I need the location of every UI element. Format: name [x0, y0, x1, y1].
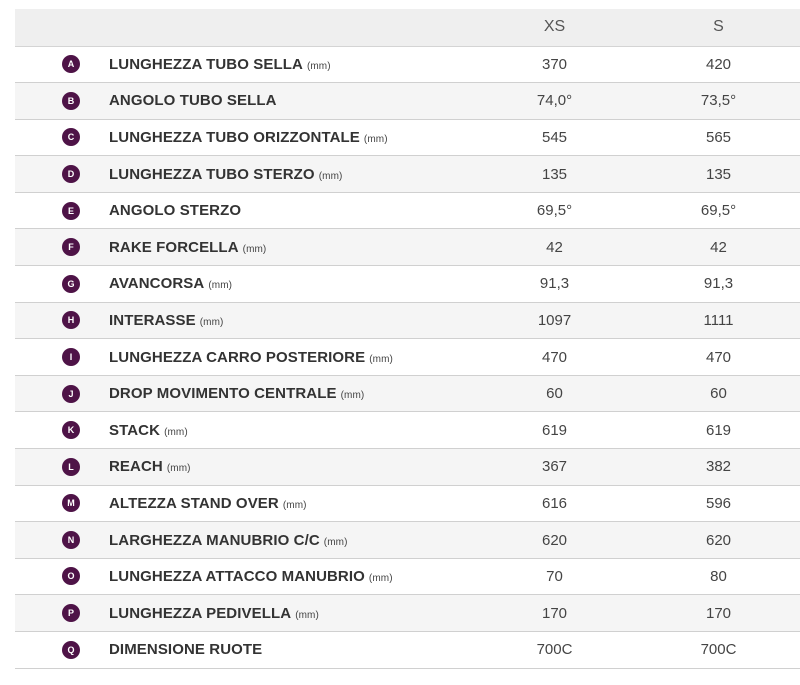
badge-cell	[15, 192, 109, 229]
measure-unit: (mm)	[166, 463, 191, 475]
measure-letter-badge: C	[62, 128, 80, 146]
measure-unit: (mm)	[295, 609, 319, 621]
measure-label-cell	[109, 156, 472, 193]
value-xs: 619	[472, 412, 637, 449]
value-s: 1111	[637, 302, 800, 339]
badge-cell	[15, 229, 109, 266]
badge-cell	[15, 83, 109, 120]
value-xs: 370	[472, 46, 637, 83]
badge-cell	[15, 302, 109, 339]
value-s: 596	[637, 485, 800, 522]
measure-label: LARGHEZZA MANUBRIO C/C	[109, 531, 320, 549]
badge-cell	[15, 266, 109, 303]
value-s: 73,5°	[637, 83, 800, 120]
measure-letter-badge: J	[62, 385, 80, 403]
measure-letter-badge: H	[62, 311, 80, 329]
table-row	[15, 632, 800, 669]
measure-unit: (mm)	[323, 536, 348, 548]
badge-cell	[15, 595, 109, 632]
measure-label: LUNGHEZZA TUBO STERZO	[109, 165, 315, 183]
measure-label: INTERASSE	[109, 311, 196, 329]
measure-label-cell	[109, 266, 472, 303]
measure-unit: (mm)	[340, 390, 365, 402]
badge-cell	[15, 485, 109, 522]
measure-unit: (mm)	[306, 60, 331, 72]
value-xs: 60	[472, 375, 637, 412]
table-row	[15, 192, 800, 229]
table-body	[15, 46, 800, 668]
table-row	[15, 229, 800, 266]
table-row	[15, 339, 800, 376]
measure-label: STACK	[109, 421, 161, 439]
measure-label: LUNGHEZZA TUBO ORIZZONTALE	[109, 128, 360, 146]
value-xs: 170	[472, 595, 637, 632]
value-s: 80	[637, 558, 800, 595]
table-row	[15, 449, 800, 486]
measure-letter-badge: B	[62, 92, 80, 110]
measure-unit: (mm)	[368, 573, 393, 585]
table-row	[15, 156, 800, 193]
table-row	[15, 83, 800, 120]
measure-label-cell	[109, 558, 472, 595]
badge-cell	[15, 46, 109, 83]
measure-label-cell	[109, 119, 472, 156]
table-row	[15, 595, 800, 632]
measure-label-cell	[109, 412, 472, 449]
table-row	[15, 485, 800, 522]
value-s: 42	[637, 229, 800, 266]
value-xs: 700C	[472, 632, 637, 669]
badge-cell	[15, 449, 109, 486]
measure-letter-badge: O	[62, 567, 80, 585]
measure-label: DIMENSIONE RUOTE	[109, 641, 263, 659]
measure-label-cell	[109, 632, 472, 669]
table-row	[15, 375, 800, 412]
badge-cell	[15, 119, 109, 156]
value-s: 620	[637, 522, 800, 559]
value-s: 420	[637, 46, 800, 83]
header-size-xs: XS	[472, 9, 637, 46]
measure-label: LUNGHEZZA ATTACCO MANUBRIO	[109, 568, 365, 586]
measure-letter-badge: M	[62, 494, 80, 512]
measure-letter-badge: L	[62, 458, 80, 476]
measure-label: DROP MOVIMENTO CENTRALE	[109, 385, 337, 403]
measure-letter-badge: P	[62, 604, 80, 622]
table-row	[15, 412, 800, 449]
measure-label-cell	[109, 46, 472, 83]
badge-cell	[15, 522, 109, 559]
measure-label: LUNGHEZZA TUBO SELLA	[109, 55, 303, 73]
value-xs: 367	[472, 449, 637, 486]
measure-label-cell	[109, 339, 472, 376]
value-xs: 91,3	[472, 266, 637, 303]
measure-label-cell	[109, 302, 472, 339]
value-s: 60	[637, 375, 800, 412]
measure-letter-badge: G	[62, 275, 80, 293]
badge-cell	[15, 339, 109, 376]
value-xs: 620	[472, 522, 637, 559]
measure-unit: (mm)	[199, 316, 224, 328]
badge-cell	[15, 156, 109, 193]
value-s: 135	[637, 156, 800, 193]
header-badge-column	[15, 9, 109, 46]
value-xs: 70	[472, 558, 637, 595]
measure-unit: (mm)	[369, 353, 393, 365]
measure-label: RAKE FORCELLA	[109, 238, 239, 256]
measure-label-cell	[109, 83, 472, 120]
value-s: 619	[637, 412, 800, 449]
table-row	[15, 522, 800, 559]
table-header-row	[15, 9, 800, 46]
geometry-table	[15, 9, 800, 669]
measure-letter-badge: K	[62, 421, 80, 439]
measure-letter-badge: F	[62, 238, 80, 256]
value-s: 382	[637, 449, 800, 486]
measure-unit: (mm)	[318, 170, 343, 182]
measure-label-cell	[109, 449, 472, 486]
value-xs: 74,0°	[472, 83, 637, 120]
measure-letter-badge: I	[62, 348, 80, 366]
badge-cell	[15, 632, 109, 669]
measure-unit: (mm)	[208, 280, 233, 292]
value-s: 91,3	[637, 266, 800, 303]
value-s: 470	[637, 339, 800, 376]
measure-letter-badge: Q	[62, 641, 80, 659]
measure-label: AVANCORSA	[109, 275, 205, 293]
value-xs: 616	[472, 485, 637, 522]
measure-label: ALTEZZA STAND OVER	[109, 494, 279, 512]
value-s: 565	[637, 119, 800, 156]
value-xs: 42	[472, 229, 637, 266]
measure-label-cell	[109, 595, 472, 632]
measure-label-cell	[109, 522, 472, 559]
measure-unit: (mm)	[363, 133, 388, 145]
badge-cell	[15, 375, 109, 412]
measure-unit: (mm)	[164, 426, 188, 438]
measure-letter-badge: A	[62, 55, 80, 73]
measure-label: ANGOLO TUBO SELLA	[109, 92, 277, 110]
measure-label: REACH	[109, 458, 163, 476]
header-size-s: S	[637, 9, 800, 46]
value-xs: 1097	[472, 302, 637, 339]
measure-label-cell	[109, 229, 472, 266]
measure-label: ANGOLO STERZO	[109, 202, 242, 220]
table-row	[15, 558, 800, 595]
badge-cell	[15, 558, 109, 595]
measure-label-cell	[109, 375, 472, 412]
measure-unit: (mm)	[242, 243, 267, 255]
measure-unit: (mm)	[282, 499, 307, 511]
value-xs: 545	[472, 119, 637, 156]
table-row	[15, 119, 800, 156]
measure-letter-badge: E	[62, 202, 80, 220]
value-s: 700C	[637, 632, 800, 669]
table-row	[15, 266, 800, 303]
table-row	[15, 302, 800, 339]
value-xs: 470	[472, 339, 637, 376]
measure-label-cell	[109, 192, 472, 229]
header-label-column	[109, 9, 472, 46]
measure-label: LUNGHEZZA PEDIVELLA	[109, 604, 292, 622]
table-row	[15, 46, 800, 83]
measure-label-cell	[109, 485, 472, 522]
value-s: 170	[637, 595, 800, 632]
badge-cell	[15, 412, 109, 449]
value-s: 69,5°	[637, 192, 800, 229]
measure-label: LUNGHEZZA CARRO POSTERIORE	[109, 348, 366, 366]
value-xs: 69,5°	[472, 192, 637, 229]
measure-letter-badge: D	[62, 165, 80, 183]
value-xs: 135	[472, 156, 637, 193]
measure-letter-badge: N	[62, 531, 80, 549]
